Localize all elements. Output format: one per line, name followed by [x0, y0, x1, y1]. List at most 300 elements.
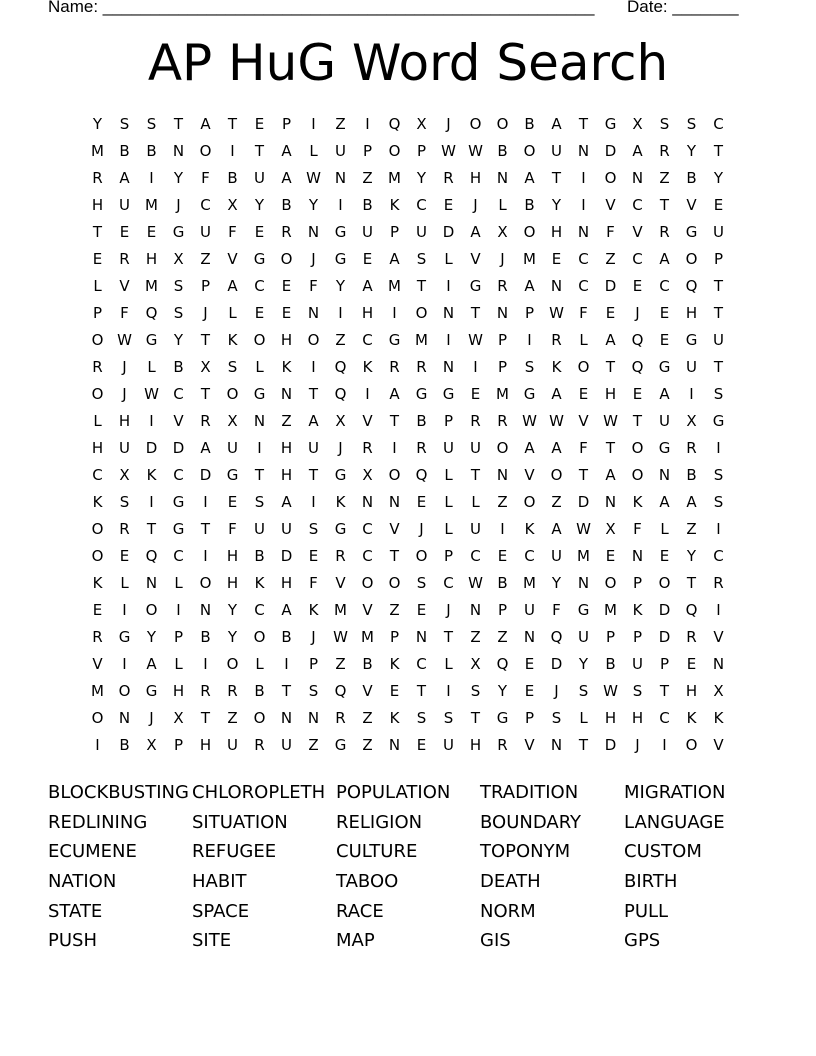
grid-letter: T — [470, 304, 481, 322]
grid-letter: M — [496, 385, 509, 403]
grid-letter: I — [122, 655, 127, 673]
letter-grid — [84, 111, 732, 759]
grid-letter: X — [605, 520, 616, 538]
grid-letter: F — [633, 520, 642, 538]
grid-letter: K — [227, 331, 238, 349]
grid-letter: T — [200, 331, 211, 349]
grid-letter: E — [389, 682, 400, 700]
grid-letter: J — [635, 304, 640, 322]
grid-letter: J — [122, 385, 127, 403]
grid-letter: E — [443, 196, 454, 214]
grid-letter: W — [468, 331, 483, 349]
grid-letter: M — [91, 142, 104, 160]
grid-letter: O — [388, 466, 401, 484]
grid-letter: G — [145, 331, 158, 349]
grid-letter: O — [631, 466, 644, 484]
grid-letter: C — [470, 547, 481, 565]
grid-letter: E — [605, 304, 616, 322]
grid-letter: G — [334, 223, 347, 241]
grid-letter: M — [388, 169, 401, 187]
grid-letter: I — [500, 520, 505, 538]
grid-letter: B — [686, 466, 697, 484]
grid-letter: F — [552, 601, 561, 619]
word-list-item: NORM — [480, 900, 536, 922]
grid-letter: B — [200, 628, 211, 646]
grid-letter: J — [149, 709, 154, 727]
word-list-item: GIS — [480, 930, 511, 952]
grid-letter: R — [713, 574, 724, 592]
grid-letter: P — [605, 628, 616, 646]
grid-letter: S — [713, 385, 724, 403]
grid-letter: R — [497, 736, 508, 754]
grid-letter: U — [362, 223, 373, 241]
grid-letter: B — [497, 142, 508, 160]
grid-letter: N — [361, 493, 374, 511]
grid-letter: V — [362, 682, 373, 700]
grid-letter: G — [415, 385, 428, 403]
grid-letter: V — [335, 574, 346, 592]
grid-letter: G — [253, 250, 266, 268]
grid-row — [84, 705, 732, 732]
grid-letter: S — [227, 358, 238, 376]
grid-letter: G — [172, 520, 185, 538]
grid-letter: G — [388, 331, 401, 349]
grid-letter: C — [173, 466, 184, 484]
grid-letter: B — [227, 169, 238, 187]
grid-letter: T — [308, 466, 319, 484]
grid-letter: S — [713, 466, 724, 484]
grid-letter: G — [712, 412, 725, 430]
grid-row — [84, 516, 732, 543]
grid-letter: I — [716, 439, 721, 457]
grid-letter: M — [361, 628, 374, 646]
grid-letter: E — [92, 250, 103, 268]
grid-letter: P — [497, 601, 508, 619]
grid-letter: I — [473, 358, 478, 376]
grid-letter: Y — [308, 196, 319, 214]
grid-letter: R — [92, 628, 103, 646]
grid-letter: S — [119, 115, 130, 133]
grid-row — [84, 138, 732, 165]
word-list-item: MIGRATION — [624, 782, 726, 803]
grid-letter: O — [145, 601, 158, 619]
grid-letter: T — [146, 520, 157, 538]
grid-letter: N — [145, 574, 158, 592]
grid-letter: W — [144, 385, 159, 403]
grid-letter: I — [284, 655, 289, 673]
grid-letter: R — [659, 223, 670, 241]
grid-letter: H — [91, 439, 104, 457]
word-list-item: GPS — [624, 930, 661, 952]
grid-letter: O — [307, 331, 320, 349]
grid-letter: R — [200, 682, 211, 700]
grid-letter: A — [686, 493, 697, 511]
grid-letter: W — [441, 142, 456, 160]
grid-letter: F — [579, 439, 588, 457]
grid-letter: J — [311, 628, 316, 646]
grid-letter: W — [306, 169, 321, 187]
grid-letter: U — [713, 331, 724, 349]
grid-letter: H — [685, 304, 698, 322]
grid-letter: X — [146, 736, 157, 754]
grid-letter: R — [119, 520, 130, 538]
grid-letter: G — [685, 223, 698, 241]
grid-letter: N — [577, 223, 590, 241]
grid-letter: E — [227, 493, 238, 511]
grid-letter: O — [658, 574, 671, 592]
grid-letter: L — [255, 358, 264, 376]
grid-letter: C — [713, 547, 724, 565]
grid-letter: N — [658, 466, 671, 484]
grid-letter: A — [281, 142, 292, 160]
grid-letter: B — [416, 412, 427, 430]
grid-letter: Q — [631, 331, 644, 349]
grid-letter: I — [203, 547, 208, 565]
grid-letter: W — [522, 412, 537, 430]
grid-letter: P — [497, 331, 508, 349]
grid-letter: O — [604, 169, 617, 187]
grid-letter: S — [524, 358, 535, 376]
grid-letter: Y — [227, 601, 238, 619]
grid-letter: A — [281, 601, 292, 619]
grid-letter: J — [446, 601, 451, 619]
grid-letter: E — [497, 547, 508, 565]
grid-letter: Y — [713, 169, 724, 187]
grid-letter: G — [172, 493, 185, 511]
grid-letter: T — [389, 412, 400, 430]
grid-letter: E — [119, 547, 130, 565]
grid-letter: O — [199, 142, 212, 160]
grid-letter: H — [469, 736, 482, 754]
grid-letter: I — [257, 439, 262, 457]
grid-letter: R — [470, 412, 481, 430]
grid-letter: P — [416, 142, 427, 160]
grid-letter: Z — [362, 169, 373, 187]
grid-letter: N — [118, 709, 131, 727]
grid-letter: E — [92, 601, 103, 619]
word-list-item: CULTURE — [336, 841, 418, 863]
grid-letter: V — [227, 250, 238, 268]
grid-letter: H — [361, 304, 374, 322]
grid-letter: S — [173, 277, 184, 295]
grid-letter: I — [122, 601, 127, 619]
grid-letter: Q — [145, 547, 158, 565]
grid-letter: T — [200, 709, 211, 727]
grid-letter: I — [716, 520, 721, 538]
grid-letter: D — [145, 439, 158, 457]
grid-letter: D — [550, 655, 563, 673]
grid-letter: P — [443, 547, 454, 565]
grid-row — [84, 435, 732, 462]
grid-letter: N — [199, 601, 212, 619]
grid-letter: E — [416, 601, 427, 619]
grid-letter: W — [603, 682, 618, 700]
grid-letter: C — [659, 277, 670, 295]
grid-letter: B — [497, 574, 508, 592]
grid-letter: A — [362, 277, 373, 295]
grid-letter: Q — [334, 682, 347, 700]
grid-letter: N — [496, 466, 509, 484]
grid-letter: E — [524, 655, 535, 673]
grid-letter: E — [416, 736, 427, 754]
grid-letter: G — [577, 601, 590, 619]
grid-letter: P — [281, 115, 292, 133]
grid-letter: B — [146, 142, 157, 160]
grid-letter: Z — [227, 709, 238, 727]
grid-letter: N — [415, 628, 428, 646]
grid-row — [84, 543, 732, 570]
grid-letter: H — [631, 709, 644, 727]
grid-row — [84, 354, 732, 381]
grid-letter: E — [362, 250, 373, 268]
grid-letter: O — [685, 250, 698, 268]
grid-letter: R — [335, 547, 346, 565]
grid-letter: I — [716, 601, 721, 619]
grid-letter: T — [578, 115, 589, 133]
grid-letter: J — [446, 115, 451, 133]
grid-letter: U — [470, 439, 481, 457]
grid-letter: D — [604, 277, 617, 295]
grid-letter: L — [93, 412, 102, 430]
grid-letter: Q — [685, 601, 698, 619]
grid-row — [84, 381, 732, 408]
grid-letter: C — [254, 601, 265, 619]
grid-letter: I — [581, 196, 586, 214]
grid-letter: N — [496, 304, 509, 322]
grid-letter: Q — [334, 385, 347, 403]
grid-letter: T — [713, 358, 724, 376]
grid-letter: X — [632, 115, 643, 133]
grid-letter: U — [281, 520, 292, 538]
grid-row — [84, 165, 732, 192]
grid-letter: G — [334, 250, 347, 268]
grid-letter: P — [524, 304, 535, 322]
word-list-item: CUSTOM — [624, 841, 702, 863]
grid-letter: V — [713, 628, 724, 646]
grid-letter: U — [524, 601, 535, 619]
grid-letter: O — [91, 520, 104, 538]
grid-letter: H — [91, 196, 104, 214]
grid-letter: J — [554, 682, 559, 700]
grid-letter: F — [606, 223, 615, 241]
grid-letter: N — [307, 709, 320, 727]
grid-letter: A — [227, 277, 238, 295]
grid-letter: S — [686, 115, 697, 133]
grid-letter: A — [389, 250, 400, 268]
grid-letter: M — [145, 277, 158, 295]
grid-letter: B — [173, 358, 184, 376]
grid-letter: T — [713, 277, 724, 295]
grid-letter: V — [524, 736, 535, 754]
grid-letter: A — [281, 169, 292, 187]
grid-letter: D — [604, 736, 617, 754]
grid-letter: I — [365, 115, 370, 133]
grid-letter: K — [389, 655, 400, 673]
date-field[interactable]: Date: _______ — [627, 0, 739, 16]
grid-letter: Y — [686, 142, 697, 160]
grid-letter: J — [500, 250, 505, 268]
grid-row — [84, 219, 732, 246]
grid-letter: O — [118, 682, 131, 700]
grid-letter: R — [416, 358, 427, 376]
grid-letter: R — [389, 358, 400, 376]
grid-letter: G — [118, 628, 131, 646]
grid-letter: O — [685, 736, 698, 754]
word-list-item: BIRTH — [624, 871, 678, 893]
grid-letter: A — [308, 412, 319, 430]
grid-letter: S — [173, 304, 184, 322]
grid-letter: A — [659, 493, 670, 511]
grid-letter: H — [118, 412, 131, 430]
grid-row — [84, 192, 732, 219]
grid-letter: A — [146, 655, 157, 673]
grid-letter: H — [145, 250, 158, 268]
grid-letter: S — [308, 682, 319, 700]
grid-letter: B — [119, 142, 130, 160]
grid-letter: N — [442, 358, 455, 376]
grid-letter: A — [632, 142, 643, 160]
grid-letter: J — [122, 358, 127, 376]
word-row — [48, 867, 768, 897]
grid-letter: N — [577, 142, 590, 160]
grid-letter: K — [524, 520, 535, 538]
grid-letter: I — [338, 304, 343, 322]
word-list-item: LANGUAGE — [624, 811, 725, 833]
grid-letter: L — [120, 574, 129, 592]
grid-letter: S — [254, 493, 265, 511]
grid-letter: X — [173, 709, 184, 727]
grid-letter: V — [92, 655, 103, 673]
grid-letter: V — [686, 196, 697, 214]
grid-letter: O — [253, 331, 266, 349]
grid-letter: H — [280, 574, 293, 592]
grid-letter: C — [713, 115, 724, 133]
grid-letter: Y — [173, 169, 184, 187]
grid-letter: Q — [145, 304, 158, 322]
grid-letter: Z — [389, 601, 400, 619]
grid-letter: T — [200, 385, 211, 403]
grid-letter: Y — [146, 628, 157, 646]
grid-letter: R — [551, 331, 562, 349]
grid-letter: L — [444, 493, 453, 511]
grid-letter: J — [419, 520, 424, 538]
grid-letter: D — [442, 223, 455, 241]
grid-letter: W — [468, 142, 483, 160]
grid-letter: C — [578, 250, 589, 268]
grid-letter: N — [631, 547, 644, 565]
grid-letter: W — [333, 628, 348, 646]
grid-letter: T — [605, 439, 616, 457]
grid-letter: J — [635, 736, 640, 754]
grid-letter: M — [334, 601, 347, 619]
grid-letter: Q — [685, 277, 698, 295]
grid-letter: X — [173, 250, 184, 268]
word-row — [48, 926, 768, 956]
grid-letter: T — [686, 574, 697, 592]
grid-letter: E — [281, 304, 292, 322]
grid-letter: A — [524, 169, 535, 187]
word-list-item: MAP — [336, 930, 375, 952]
grid-letter: T — [578, 736, 589, 754]
grid-letter: E — [119, 223, 130, 241]
grid-letter: V — [173, 412, 184, 430]
grid-letter: A — [281, 493, 292, 511]
grid-letter: H — [469, 169, 482, 187]
grid-letter: I — [311, 493, 316, 511]
grid-letter: J — [203, 304, 208, 322]
grid-letter: S — [713, 493, 724, 511]
grid-letter: Q — [631, 358, 644, 376]
grid-letter: I — [230, 142, 235, 160]
grid-letter: O — [226, 655, 239, 673]
grid-letter: Y — [497, 682, 508, 700]
grid-letter: H — [172, 682, 185, 700]
grid-letter: S — [308, 520, 319, 538]
grid-letter: L — [174, 655, 183, 673]
grid-letter: I — [338, 196, 343, 214]
grid-letter: O — [415, 304, 428, 322]
grid-letter: O — [604, 574, 617, 592]
grid-letter: D — [658, 628, 671, 646]
word-list-item: PULL — [624, 900, 669, 922]
grid-letter: T — [254, 142, 265, 160]
grid-letter: T — [173, 115, 184, 133]
grid-letter: C — [659, 709, 670, 727]
grid-letter: U — [119, 196, 130, 214]
grid-letter: V — [713, 736, 724, 754]
grid-letter: U — [443, 439, 454, 457]
grid-letter: R — [92, 358, 103, 376]
grid-letter: E — [470, 385, 481, 403]
grid-letter: N — [334, 169, 347, 187]
grid-letter: G — [658, 439, 671, 457]
grid-letter: V — [605, 196, 616, 214]
grid-letter: M — [577, 547, 590, 565]
grid-letter: T — [659, 682, 670, 700]
grid-letter: N — [388, 493, 401, 511]
grid-letter: C — [416, 655, 427, 673]
grid-letter: I — [365, 385, 370, 403]
grid-letter: U — [254, 520, 265, 538]
grid-letter: G — [334, 466, 347, 484]
grid-letter: U — [281, 736, 292, 754]
grid-row — [84, 570, 732, 597]
grid-letter: T — [470, 466, 481, 484]
grid-letter: U — [578, 628, 589, 646]
grid-letter: U — [686, 358, 697, 376]
name-field[interactable]: Name: ____________________________________________________ — [48, 0, 595, 16]
grid-letter: F — [120, 304, 129, 322]
grid-row — [84, 678, 732, 705]
word-list-item: REFUGEE — [192, 841, 277, 863]
grid-letter: S — [443, 709, 454, 727]
grid-letter: H — [280, 331, 293, 349]
grid-letter: U — [632, 655, 643, 673]
grid-letter: Z — [497, 493, 508, 511]
grid-letter: C — [362, 520, 373, 538]
grid-letter: Z — [335, 655, 346, 673]
grid-letter: A — [659, 385, 670, 403]
grid-letter: I — [149, 412, 154, 430]
grid-letter: C — [524, 547, 535, 565]
grid-letter: N — [280, 709, 293, 727]
grid-letter: U — [443, 736, 454, 754]
grid-row — [84, 408, 732, 435]
grid-letter: I — [203, 493, 208, 511]
word-list-item: POPULATION — [336, 782, 451, 803]
grid-letter: Q — [496, 655, 509, 673]
grid-letter: G — [226, 466, 239, 484]
